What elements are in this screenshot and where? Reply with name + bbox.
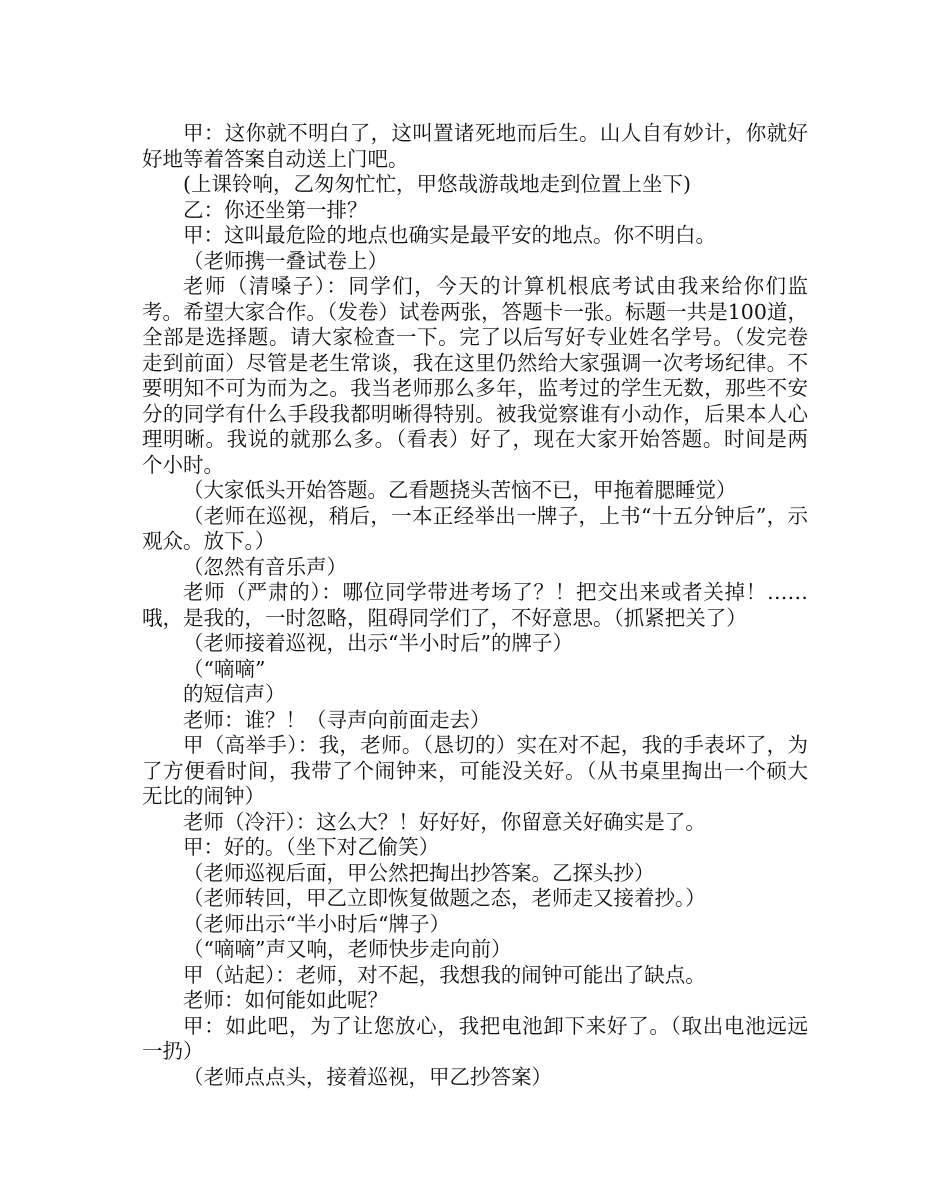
paragraph: 的短信声） (183, 682, 286, 706)
paragraph: （“嘀嘀” (183, 656, 266, 681)
paragraph: 甲（站起）：老师，对不起，我想我的闹钟可能出了缺点。 (183, 962, 706, 987)
paragraph: 乙：你还坐第一排？ (183, 197, 368, 222)
paragraph: 甲：好的。（坐下对乙偷笑） (183, 835, 440, 859)
paragraph: 甲（高举手）：我，老师。（恳切的）实在对不起，我的手表坏了，为了方便看时间，我带了个闹钟来，可能没关好。（从书桌里掏出一个硕大无比的闹钟） (142, 733, 808, 808)
paragraph: （“嘀嘀”声又响，老师快步走向前） (183, 937, 512, 961)
paragraph: （老师点点头，接着巡视，甲乙抄答案） (183, 1064, 552, 1089)
paragraph: （老师在巡视，稍后，一本正经举出一牌子，上书“十五分钟后”，示观众。放下。） (142, 503, 808, 553)
paragraph: (上课铃响，乙匆匆忙忙，甲悠哉游哉地走到位置上坐下) (183, 172, 691, 196)
paragraph: （老师出示“半小时后“牌子） (183, 911, 450, 936)
paragraph: 老师：如何能如此呢？ (183, 988, 388, 1012)
paragraph: 老师：谁？！（寻声向前面走去） (183, 707, 491, 732)
paragraph: 老师（清嗓子）：同学们，今天的计算机根底考试由我来给你们监考。希望大家合作。（发卷）试卷两张，答题卡一张。标题一共是100道，全部是选择题。请大家检查一下。完了以后写好专业姓名学号。（发完卷走到前面）尽管是老生常谈，我在这里仍然给大家强调一次考场纪律。不要明知不可为而为之。我当老师那么多年，监考过的学生无数，那些不安分的同学有什么手段我都明晰得特别。被我觉察谁有小动作，后果本人心理明晰。我说的就那么多。（看表）好了，现在大家开始答题。时间是两个小时。 (142, 274, 808, 477)
paragraph: （老师携一叠试卷上） (183, 248, 388, 273)
paragraph: 甲：如此吧，为了让您放心，我把电池卸下来好了。（取出电池远远一扔） (142, 1013, 808, 1063)
paragraph: 甲：这叫最危险的地点也确实是最平安的地点。你不明白。 (183, 223, 716, 247)
paragraph: 甲：这你就不明白了，这叫置诸死地而后生。山人自有妙计，你就好好地等着答案自动送上门吧。 (142, 121, 808, 171)
paragraph: 老师（冷汗）：这么大？！好好好，你留意关好确实是了。 (183, 809, 706, 834)
paragraph: （忽然有音乐声） (183, 554, 347, 579)
paragraph: 老师（严肃的）：哪位同学带进考场了？！把交出来或者关掉！……哦，是我的，一时忽略，阻碍同学们了，不好意思。（抓紧把关了） (142, 580, 808, 630)
script-text (142, 121, 808, 1090)
paragraph: （老师接着巡视，出示“半小时后”的牌子） (183, 631, 573, 655)
paragraph: （老师转回，甲乙立即恢复做题之态，老师走又接着抄。） (183, 886, 706, 910)
paragraph: （老师巡视后面，甲公然把掏出抄答案。乙探头抄） (183, 860, 655, 885)
paragraph: （大家低头开始答题。乙看题挠头苦恼不已，甲拖着腮睡觉） (183, 478, 737, 502)
